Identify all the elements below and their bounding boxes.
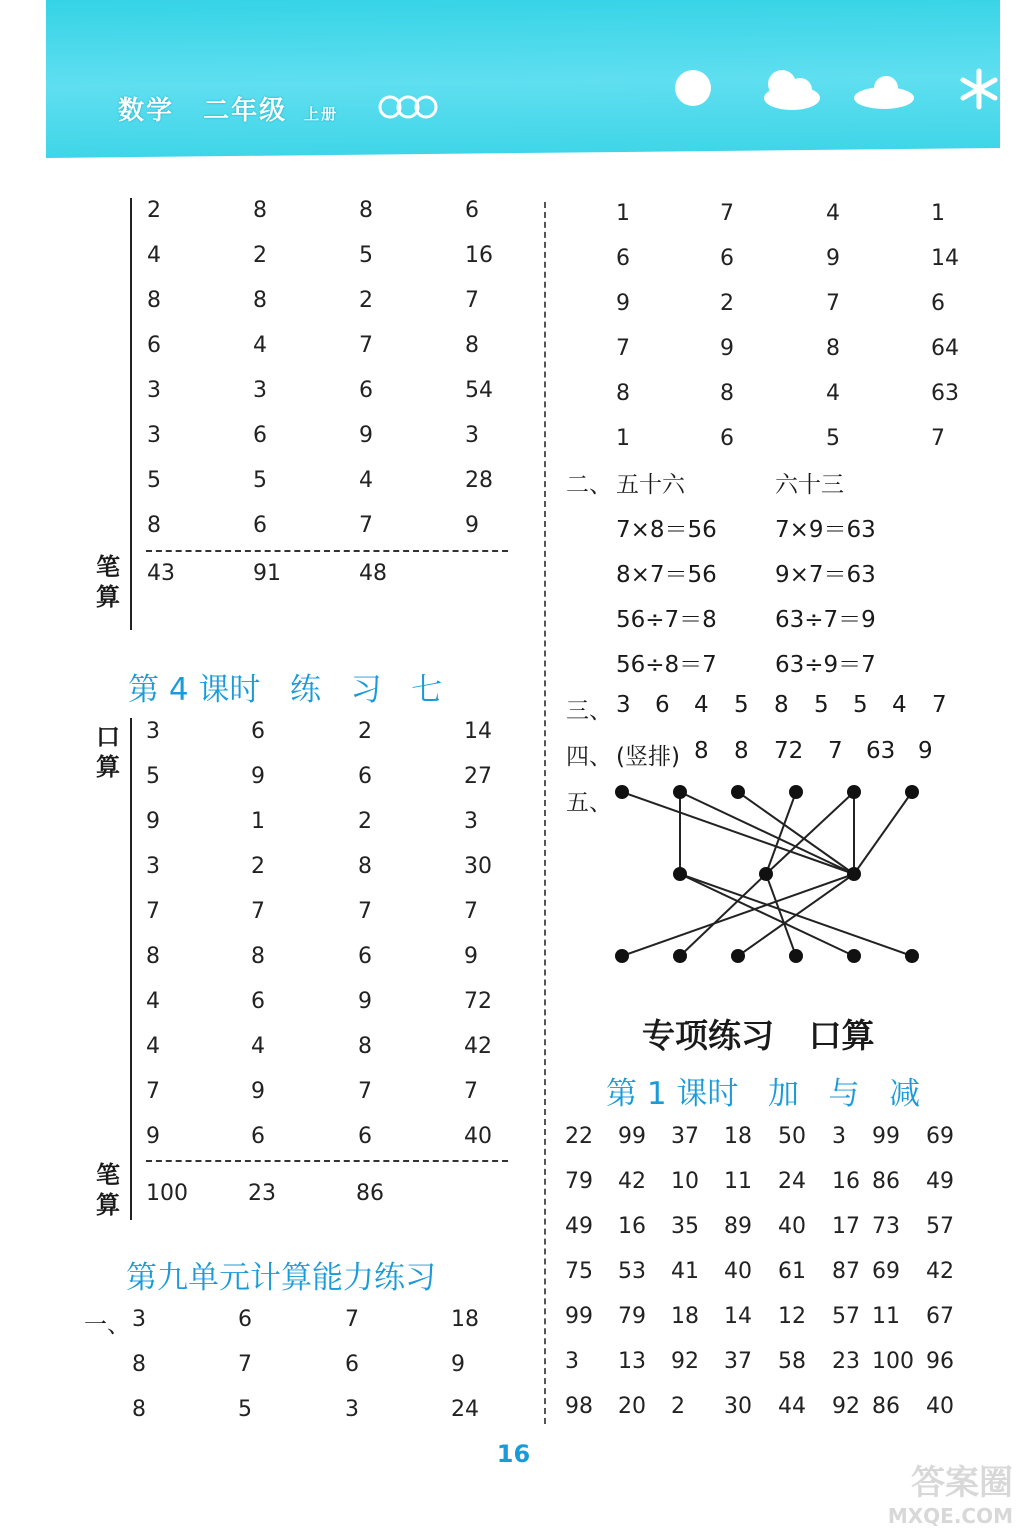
answer-value: 18	[724, 1124, 752, 1149]
answer-value: 67	[926, 1304, 954, 1329]
written-answer-value: 100	[146, 1181, 188, 1206]
answer-value: 3	[146, 719, 160, 744]
answer-value: 64	[931, 336, 959, 361]
subject-label: 数学	[118, 96, 175, 126]
answer-value: 8	[358, 854, 372, 879]
answer-value: 6	[358, 944, 372, 969]
q4-value: 9	[918, 738, 933, 764]
answer-value: 75	[565, 1259, 593, 1284]
match-dot	[905, 785, 919, 799]
answer-value: 63	[931, 381, 959, 406]
answer-value: 16	[832, 1169, 860, 1194]
answer-value: 11	[872, 1304, 900, 1329]
answer-value: 2	[251, 854, 265, 879]
match-dot	[759, 867, 773, 881]
q2-equation: 8×7＝56	[616, 562, 717, 588]
q3-value: 8	[774, 692, 789, 718]
answer-value: 10	[671, 1169, 699, 1194]
answer-value: 8	[359, 198, 373, 223]
answer-value: 9	[616, 291, 630, 316]
answer-value: 17	[832, 1214, 860, 1239]
answer-value: 99	[565, 1304, 593, 1329]
answer-value: 40	[778, 1214, 806, 1239]
answer-value: 2	[253, 243, 267, 268]
answer-value: 9	[146, 809, 160, 834]
q2-prefix: 二、	[566, 472, 612, 498]
written-divider-1	[146, 550, 508, 552]
q3-value: 5	[853, 692, 868, 718]
answer-value: 14	[464, 719, 492, 744]
watermark-logo-text: 答案圈	[911, 1463, 1013, 1503]
answer-value: 54	[465, 378, 493, 403]
q4-note: (竖排)	[616, 744, 680, 770]
answer-value: 5	[146, 764, 160, 789]
oral-calc-label: 口算	[96, 723, 120, 781]
answer-value: 9	[146, 1124, 160, 1149]
answer-value: 6	[253, 423, 267, 448]
answer-value: 37	[671, 1124, 699, 1149]
match-dot	[673, 785, 687, 799]
q2-number-word: 五十六	[616, 472, 685, 498]
answer-value: 8	[253, 288, 267, 313]
answer-value: 99	[872, 1124, 900, 1149]
q4-value: 8	[734, 738, 749, 764]
match-dot	[905, 949, 919, 963]
answer-value: 7	[146, 1079, 160, 1104]
answer-value: 57	[832, 1304, 860, 1329]
answer-value: 6	[253, 513, 267, 538]
answer-value: 6	[251, 1124, 265, 1149]
answer-value: 8	[132, 1397, 146, 1422]
match-dot	[847, 867, 861, 881]
answer-value: 2	[358, 809, 372, 834]
answer-value: 89	[724, 1214, 752, 1239]
answer-value: 6	[616, 246, 630, 271]
answer-value: 6	[345, 1352, 359, 1377]
rings-icon	[378, 90, 438, 124]
answer-value: 1	[616, 201, 630, 226]
answer-value: 2	[720, 291, 734, 316]
q4-prefix: 四、	[566, 744, 612, 770]
answer-value: 8	[616, 381, 630, 406]
answer-value: 42	[926, 1259, 954, 1284]
answer-value: 5	[147, 468, 161, 493]
q3-value: 7	[932, 692, 947, 718]
answer-value: 3	[253, 378, 267, 403]
answer-value: 4	[146, 989, 160, 1014]
answer-value: 6	[931, 291, 945, 316]
answer-value: 6	[359, 378, 373, 403]
sun-icon	[672, 66, 714, 108]
answer-value: 9	[465, 513, 479, 538]
answer-value: 12	[778, 1304, 806, 1329]
answer-value: 28	[465, 468, 493, 493]
answer-value: 27	[464, 764, 492, 789]
q3-value: 3	[616, 692, 631, 718]
answer-value: 18	[451, 1307, 479, 1332]
answer-value: 50	[778, 1124, 806, 1149]
q3-value: 6	[655, 692, 670, 718]
unit9-title: 第九单元计算能力练习	[126, 1260, 436, 1296]
answer-value: 40	[464, 1124, 492, 1149]
answer-value: 86	[872, 1169, 900, 1194]
answer-value: 7	[464, 1079, 478, 1104]
answer-value: 41	[671, 1259, 699, 1284]
answer-value: 8	[147, 288, 161, 313]
cloud-sun-icon	[756, 66, 822, 112]
answer-value: 42	[464, 1034, 492, 1059]
answer-value: 49	[565, 1214, 593, 1239]
block2-rule	[130, 718, 132, 1220]
answer-value: 3	[345, 1397, 359, 1422]
q4-value: 7	[828, 738, 843, 764]
answer-value: 8	[826, 336, 840, 361]
answer-value: 57	[926, 1214, 954, 1239]
answer-value: 79	[565, 1169, 593, 1194]
answer-value: 14	[724, 1304, 752, 1329]
answer-value: 8	[146, 944, 160, 969]
written-answer-value: 48	[359, 561, 387, 586]
q4-value: 8	[694, 738, 709, 764]
answer-value: 35	[671, 1214, 699, 1239]
q2-equation: 63÷7＝9	[775, 607, 876, 633]
written-divider-2	[146, 1160, 508, 1162]
answer-value: 2	[671, 1394, 685, 1419]
cloud-icon	[852, 74, 916, 110]
answer-value: 6	[251, 989, 265, 1014]
written-answer-value: 23	[248, 1181, 276, 1206]
answer-value: 4	[251, 1034, 265, 1059]
matching-diagram	[600, 776, 930, 976]
answer-value: 9	[464, 944, 478, 969]
match-dot	[789, 949, 803, 963]
answer-value: 20	[618, 1394, 646, 1419]
volume-label: 上册	[304, 105, 339, 123]
match-dot	[615, 785, 629, 799]
answer-value: 92	[671, 1349, 699, 1374]
q3-value: 4	[694, 692, 709, 718]
answer-value: 24	[778, 1169, 806, 1194]
answer-value: 3	[465, 423, 479, 448]
match-dot	[731, 785, 745, 799]
q3-value: 5	[734, 692, 749, 718]
answer-value: 30	[464, 854, 492, 879]
answer-value: 9	[451, 1352, 465, 1377]
answer-value: 6	[720, 246, 734, 271]
answer-value: 7	[931, 426, 945, 451]
watermark-url: MXQE.COM	[887, 1504, 1013, 1528]
answer-value: 6	[238, 1307, 252, 1332]
answer-value: 5	[253, 468, 267, 493]
answer-value: 87	[832, 1259, 860, 1284]
answer-value: 4	[359, 468, 373, 493]
grade-label: 二年级	[203, 96, 288, 126]
answer-value: 9	[826, 246, 840, 271]
answer-value: 7	[465, 288, 479, 313]
answer-value: 3	[146, 854, 160, 879]
answer-value: 4	[826, 381, 840, 406]
answer-value: 5	[826, 426, 840, 451]
written-answer-value: 86	[356, 1181, 384, 1206]
answer-value: 6	[147, 333, 161, 358]
q3-prefix: 三、	[566, 698, 612, 724]
q4-value: 72	[774, 738, 804, 764]
answer-value: 3	[832, 1124, 846, 1149]
answer-value: 7	[251, 899, 265, 924]
written-answer-value: 43	[147, 561, 175, 586]
answer-value: 9	[358, 989, 372, 1014]
answer-value: 42	[618, 1169, 646, 1194]
answer-value: 7	[616, 336, 630, 361]
answer-value: 4	[826, 201, 840, 226]
answer-value: 7	[358, 1079, 372, 1104]
answer-value: 4	[146, 1034, 160, 1059]
q3-value: 5	[814, 692, 829, 718]
answer-value: 7	[826, 291, 840, 316]
answer-value: 18	[671, 1304, 699, 1329]
answer-value: 11	[724, 1169, 752, 1194]
answer-value: 9	[251, 1079, 265, 1104]
answer-value: 3	[147, 423, 161, 448]
answer-value: 53	[618, 1259, 646, 1284]
answer-value: 5	[238, 1397, 252, 1422]
answer-value: 4	[253, 333, 267, 358]
answer-value: 69	[872, 1259, 900, 1284]
match-dot	[789, 785, 803, 799]
answer-value: 9	[720, 336, 734, 361]
answer-value: 8	[147, 513, 161, 538]
answer-value: 7	[464, 899, 478, 924]
answer-value: 6	[251, 719, 265, 744]
answer-value: 5	[359, 243, 373, 268]
answer-value: 6	[358, 1124, 372, 1149]
answer-value: 37	[724, 1349, 752, 1374]
answer-value: 7	[720, 201, 734, 226]
answer-value: 73	[872, 1214, 900, 1239]
match-dot	[673, 867, 687, 881]
answer-value: 22	[565, 1124, 593, 1149]
answer-value: 49	[926, 1169, 954, 1194]
q2-equation: 56÷7＝8	[616, 607, 717, 633]
q2-equation: 7×8＝56	[616, 517, 717, 543]
q2-number-word: 六十三	[775, 472, 844, 498]
watermark	[888, 1455, 1013, 1528]
special-practice-title: 专项练习 口算	[642, 1016, 875, 1055]
q3-value: 4	[892, 692, 907, 718]
q5-prefix: 五、	[566, 790, 612, 816]
answer-value: 7	[359, 333, 373, 358]
answer-value: 99	[618, 1124, 646, 1149]
match-dot	[673, 949, 687, 963]
answer-value: 7	[358, 899, 372, 924]
match-dot	[847, 785, 861, 799]
answer-value: 14	[931, 246, 959, 271]
answer-value: 8	[253, 198, 267, 223]
answer-value: 1	[251, 809, 265, 834]
answer-value: 2	[359, 288, 373, 313]
answer-value: 6	[358, 764, 372, 789]
answer-value: 9	[359, 423, 373, 448]
answer-value: 4	[147, 243, 161, 268]
q2-equation: 63÷9＝7	[775, 652, 876, 678]
answer-value: 2	[147, 198, 161, 223]
lesson4-title: 第 4 课时 练 习 七	[128, 672, 443, 708]
answer-value: 7	[238, 1352, 252, 1377]
answer-value: 7	[359, 513, 373, 538]
answer-value: 3	[565, 1349, 579, 1374]
answer-value: 69	[926, 1124, 954, 1149]
unit9-question-prefix: 一、	[84, 1312, 130, 1338]
answer-value: 40	[724, 1259, 752, 1284]
answer-value: 1	[931, 201, 945, 226]
answer-value: 100	[872, 1349, 914, 1374]
answer-value: 61	[778, 1259, 806, 1284]
answer-value: 23	[832, 1349, 860, 1374]
match-dot	[731, 949, 745, 963]
answer-value: 72	[464, 989, 492, 1014]
answer-value: 8	[465, 333, 479, 358]
answer-value: 92	[832, 1394, 860, 1419]
answer-value: 24	[451, 1397, 479, 1422]
answer-value: 1	[616, 426, 630, 451]
answer-value: 9	[251, 764, 265, 789]
answer-value: 2	[358, 719, 372, 744]
written-calc-label-1: 笔算	[96, 553, 120, 611]
answer-value: 7	[146, 899, 160, 924]
answer-value: 3	[132, 1307, 146, 1332]
answer-value: 30	[724, 1394, 752, 1419]
column-divider	[544, 202, 546, 1424]
answer-value: 7	[345, 1307, 359, 1332]
q4-value: 63	[866, 738, 896, 764]
answer-value: 8	[251, 944, 265, 969]
answer-value: 98	[565, 1394, 593, 1419]
answer-value: 13	[618, 1349, 646, 1374]
answer-value: 79	[618, 1304, 646, 1329]
answer-value: 3	[464, 809, 478, 834]
answer-value: 86	[872, 1394, 900, 1419]
book-title	[118, 90, 338, 127]
answer-value: 8	[132, 1352, 146, 1377]
answer-value: 8	[358, 1034, 372, 1059]
answer-value: 6	[465, 198, 479, 223]
written-answer-value: 91	[253, 561, 281, 586]
answer-value: 6	[720, 426, 734, 451]
written-calc-label-2: 笔算	[96, 1161, 120, 1219]
answer-value: 40	[926, 1394, 954, 1419]
q2-equation: 9×7＝63	[775, 562, 876, 588]
q2-equation: 56÷8＝7	[616, 652, 717, 678]
answer-value: 8	[720, 381, 734, 406]
answer-value: 3	[147, 378, 161, 403]
match-dot	[615, 949, 629, 963]
match-dot	[847, 949, 861, 963]
snowflake-icon	[958, 68, 1000, 110]
answer-value: 44	[778, 1394, 806, 1419]
answer-value: 96	[926, 1349, 954, 1374]
lesson1-title: 第 1 课时 加 与 减	[606, 1076, 921, 1112]
q2-equation: 7×9＝63	[775, 517, 876, 543]
block1-rule	[130, 198, 132, 630]
answer-value: 16	[618, 1214, 646, 1239]
answer-value: 58	[778, 1349, 806, 1374]
page-number: 16	[496, 1440, 531, 1468]
answer-value: 16	[465, 243, 493, 268]
